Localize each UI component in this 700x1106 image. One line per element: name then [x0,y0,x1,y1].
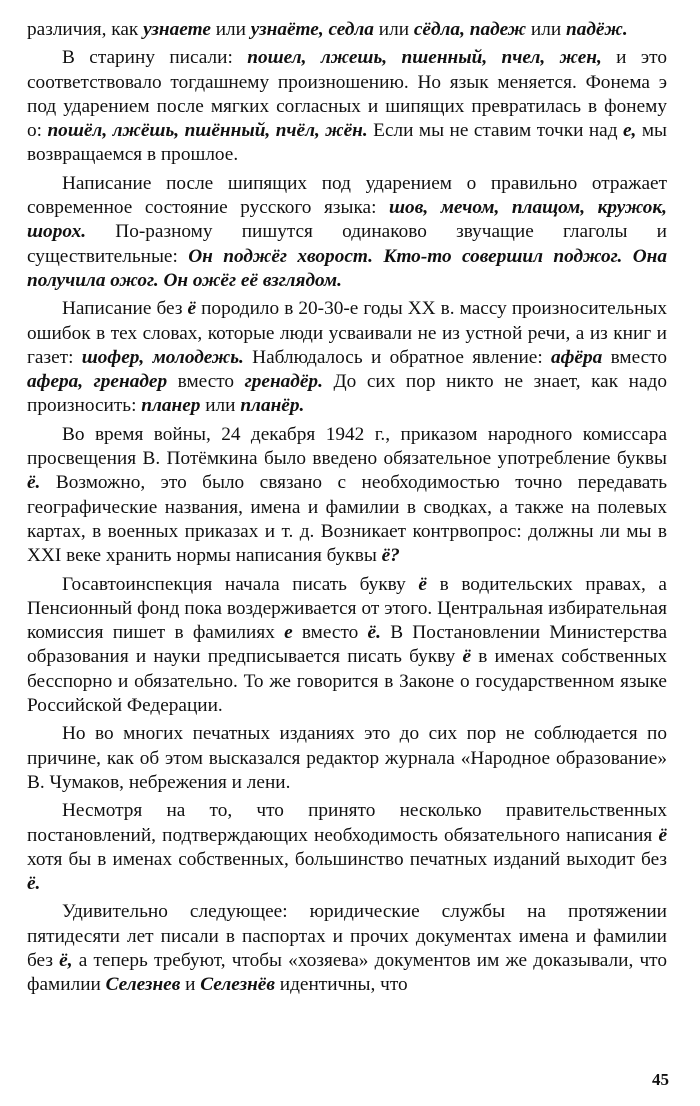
emphasized-text: пошел, лжешь, пшенный, пчел, жен, [247,47,602,69]
paragraph-1 [27,18,667,42]
text-run: или [526,19,566,40]
emphasized-text: ё? [381,545,400,567]
text-run: вместо [167,371,245,393]
text-run: Но во многих печатных изданиях это до сих пор не соблюдается по причине, как об этом высказался редактор журнала «Народное образование» В. Чумаков, небрежения и лени. [27,723,667,793]
text-run: различия, как [27,19,144,40]
emphasized-text: афёра [550,346,603,368]
emphasized-text: афера, гренадер [27,371,168,393]
emphasized-text: сёдла, падеж [413,19,527,40]
paragraph-8 [27,799,667,896]
text-run: в водительских правах, а Пенсионный фонд пока воздерживается от этого. Центральная избирательная комиссия пишет в фамилиях [27,573,667,644]
text-run: Если мы не ставим точки над [367,120,623,142]
page-text [27,18,667,1002]
emphasized-text: ё. [27,472,41,494]
paragraph-2 [27,46,667,167]
text-run: Несмотря на то, что принято несколько правительственных постановлений, подтверждающих необходимость обязательного написания [27,800,667,846]
emphasized-text: Селезнев [105,974,181,996]
emphasized-text: ё [462,646,472,668]
emphasized-text: ё. [27,873,41,895]
text-run: По-разному пишутся одинаково звучащие глаголы и существительные: [27,221,667,267]
text-run: Возможно, это было связано с необходимостью точно передавать географические названия, имена и фамилии в сводках, а также на полевых картах, в военных приказах и т. д. Возникает контрвопрос: должны ли мы в XXI веке хранить нормы написания буквы [27,472,667,567]
text-run: Госавтоинспекция начала писать букву [62,573,419,595]
text-run: и это соответствовало тогдашнему произношению. Но язык меняется. Фонема э под ударением после мягких согласных и шипящих превратилась в фонему о: [27,47,667,142]
paragraph-5 [27,423,667,569]
text-run: вместо [602,346,667,368]
emphasized-text: падёж. [566,19,628,40]
text-run: идентичны, что [274,974,408,996]
emphasized-text: ё [418,573,427,595]
paragraph-3 [27,172,667,293]
paragraph-6 [27,573,667,719]
text-run: а теперь требуют, чтобы «хозяева» документов им же доказывали, что фамилии [27,949,667,996]
text-run: вместо [292,622,368,644]
emphasized-text: е, [623,120,637,142]
emphasized-text: узнаёте, седла [250,19,374,40]
emphasized-text: Он поджёг хворост. Кто-то совершил поджог. Она получила ожог. Он ожёг её взглядом. [27,245,667,291]
text-run: В Постановлении Министерства образования и науки предписывается писать букву [27,622,667,668]
emphasized-text: ё. [367,622,381,644]
emphasized-text: планер [141,395,201,417]
text-run: Написание без [62,298,188,320]
text-run: Написание после шипящих под ударением о правильно отражает современное состояние русского языка: [27,172,667,219]
emphasized-text: Селезнёв [200,974,275,996]
emphasized-text: ё [187,298,197,320]
text-run: в именах собственных бесспорно и обязательно. То же говорится в Законе о государственном языке Российской Федерации. [27,646,668,717]
text-run: хотя бы в именах собственных, большинство печатных изданий выходит без [27,848,667,870]
text-run: Во время войны, 24 декабря 1942 г., приказом народного комиссара просвещения В. Потёмкина было введено обязательное употребление буквы [27,423,667,470]
emphasized-text: гренадёр. [244,371,323,393]
emphasized-text: пошёл, лжёшь, пшённый, пчёл, жён. [47,120,368,142]
text-run: или [373,19,414,40]
emphasized-text: е [284,622,293,644]
emphasized-text: ё [658,824,667,846]
emphasized-text: ё, [59,949,73,971]
paragraph-9 [27,900,667,997]
text-run: или [200,395,241,417]
text-run: Наблюдалось и обратное явление: [243,346,551,368]
emphasized-text: планёр. [240,395,305,417]
paragraph-4 [27,297,667,418]
emphasized-text: узнаете [143,19,211,40]
page-number: 45 [652,1070,669,1089]
text-run: До сих пор никто не знает, как надо произносить: [27,371,667,417]
text-run: Удивительно следующее: юридические службы на протяжении пятидесяти лет писали в паспортах и прочих документах имена и фамилии без [27,901,667,971]
text-run: и [180,974,201,996]
emphasized-text: шов, мечом, плащом, кружок, шорох. [27,197,667,243]
text-run: породило в 20-30-е годы XX в. массу произносительных ошибок в тех словах, которые люди усваивали не из устной речи, а из книг и газет: [27,298,667,368]
text-run: или [210,19,251,40]
text-run: мы возвращаемся в прошлое. [27,120,668,166]
paragraph-7 [27,722,667,795]
emphasized-text: шофер, молодежь. [81,346,244,368]
text-run: В старину писали: [62,47,248,69]
